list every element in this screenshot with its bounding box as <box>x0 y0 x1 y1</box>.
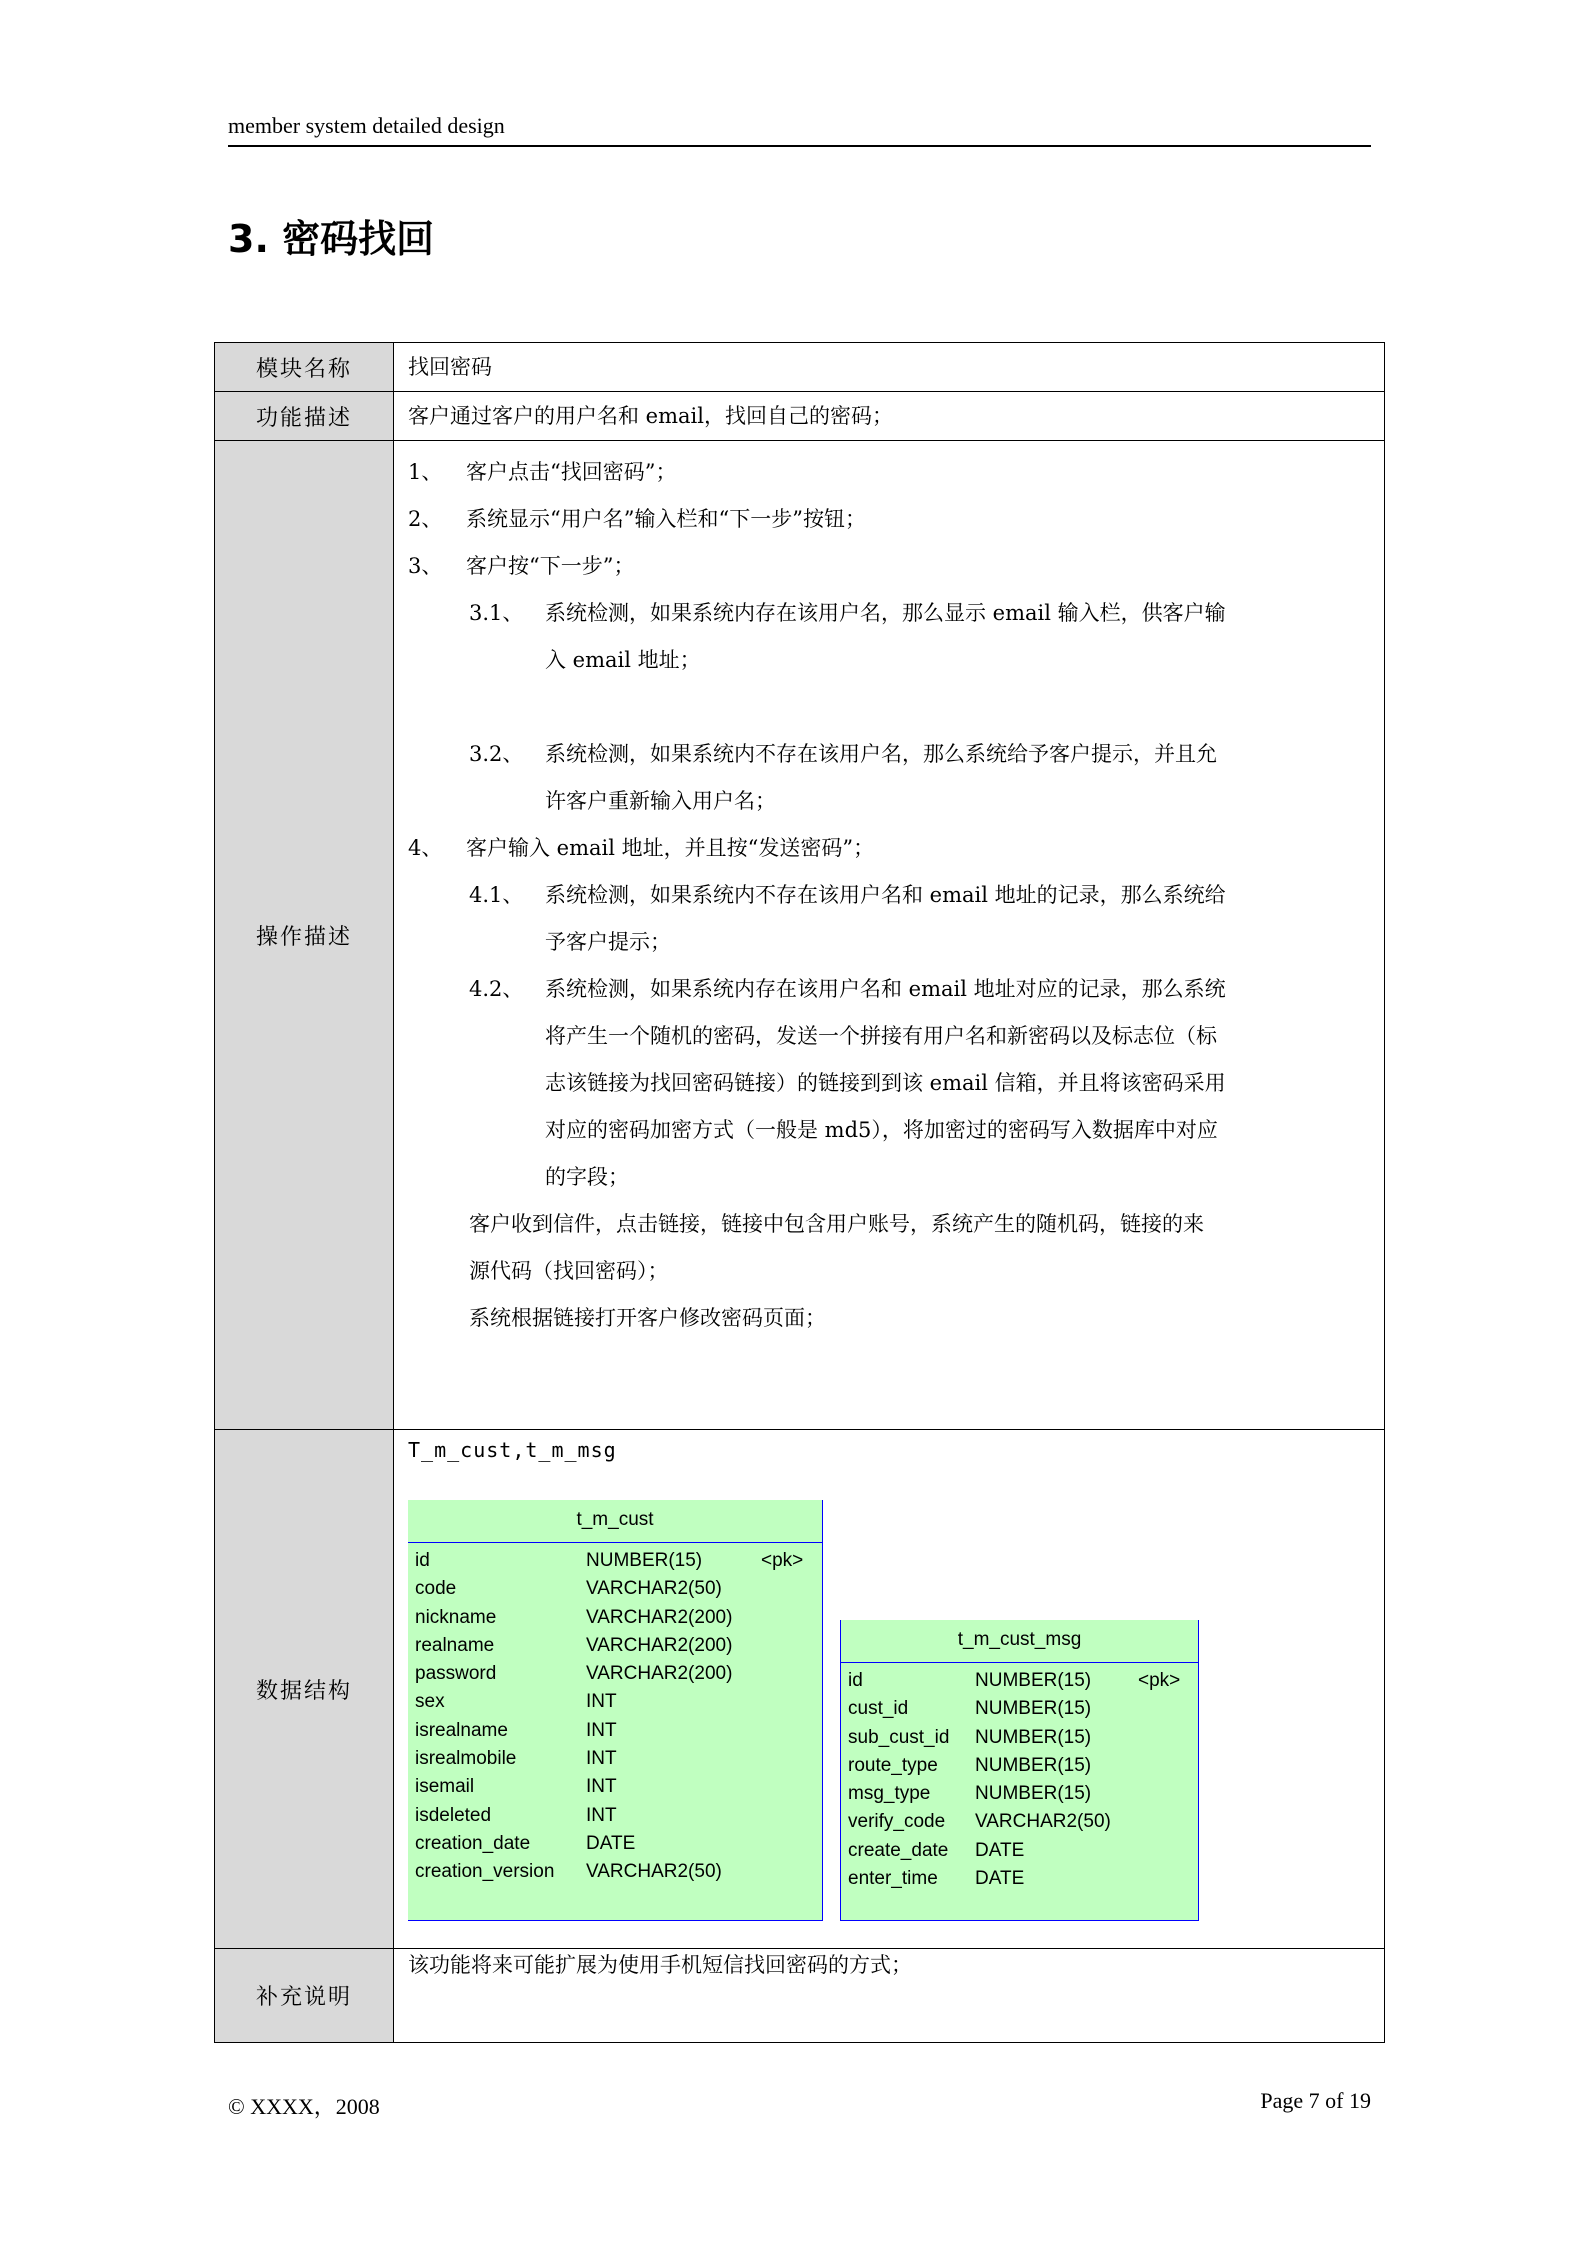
spec-table <box>214 342 1385 2043</box>
entity-column <box>408 1660 822 1688</box>
step-text: 系统检测，如果系统内存在该用户名和 email 地址对应的记录，那么系统 <box>545 977 1226 1001</box>
operations-list <box>408 441 1384 1342</box>
entity-column <box>408 1773 822 1801</box>
operation-line <box>408 543 1384 590</box>
column-name: id <box>848 1670 863 1691</box>
operation-line <box>408 731 1384 778</box>
step-text: 将产生一个随机的密码，发送一个拼接有用户名和新密码以及标志位（标 <box>545 1024 1217 1048</box>
operation-line <box>408 449 1384 496</box>
data-structure-label: 数据结构 <box>215 1430 394 1949</box>
column-type: NUMBER(15) <box>975 1670 1092 1691</box>
column-name: isdeleted <box>415 1804 492 1826</box>
step-number: 4.2、 <box>469 977 524 1001</box>
column-type: VARCHAR2(50) <box>586 1578 722 1600</box>
operation-line <box>408 1295 1384 1342</box>
operation-line <box>408 778 1384 825</box>
column-type: INT <box>586 1804 617 1826</box>
entity-column <box>841 1808 1198 1836</box>
column-name: isrealname <box>415 1719 508 1741</box>
entity-column <box>408 1632 822 1660</box>
operation-line <box>408 496 1384 543</box>
column-type: NUMBER(15) <box>586 1550 703 1571</box>
function-value: 客户通过客户的用户名和 email，找回自己的密码； <box>394 392 1385 441</box>
entity-t-m-cust <box>408 1500 823 1921</box>
column-type: VARCHAR2(200) <box>586 1634 733 1656</box>
operation-line <box>408 1013 1384 1060</box>
column-name: id <box>415 1550 430 1571</box>
function-label: 功能描述 <box>215 392 394 441</box>
entity-column <box>841 1780 1198 1808</box>
column-type: DATE <box>586 1832 636 1854</box>
step-text: 许客户重新输入用户名； <box>545 789 776 813</box>
column-name: creation_date <box>415 1832 531 1854</box>
entity-column <box>841 1865 1198 1893</box>
operation-line <box>408 1060 1384 1107</box>
step-text: 客户按“下一步”； <box>466 554 635 578</box>
column-name: creation_version <box>415 1861 555 1883</box>
column-name: isrealmobile <box>415 1748 517 1770</box>
step-number: 4、 <box>408 836 443 860</box>
column-name: create_date <box>848 1839 949 1861</box>
step-text: 的字段； <box>545 1165 629 1189</box>
column-name: isemail <box>415 1776 475 1798</box>
column-name: nickname <box>415 1606 497 1628</box>
step-text: 予客户提示； <box>545 930 671 954</box>
operation-line <box>408 590 1384 637</box>
entity-column <box>841 1695 1198 1723</box>
module-name-label: 模块名称 <box>215 343 394 392</box>
step-number: 3.1、 <box>469 601 524 625</box>
step-text: 系统检测，如果系统内不存在该用户名，那么系统给予客户提示，并且允 <box>545 742 1217 766</box>
step-text: 客户点击“找回密码”； <box>466 460 677 484</box>
row-function <box>215 392 1385 441</box>
step-number: 1、 <box>408 460 443 484</box>
column-name: verify_code <box>848 1811 946 1833</box>
header-divider <box>228 145 1371 147</box>
column-key: <pk> <box>761 1550 804 1571</box>
operation-line <box>408 684 1384 731</box>
row-notes <box>215 1949 1385 2043</box>
operation-line <box>408 1248 1384 1295</box>
column-type: VARCHAR2(50) <box>586 1861 722 1883</box>
entity-column <box>408 1717 822 1745</box>
entity-column <box>408 1858 822 1886</box>
column-type: NUMBER(15) <box>975 1783 1092 1805</box>
row-data-structure <box>215 1430 1385 1949</box>
entity-column <box>841 1837 1198 1865</box>
step-text: 志该链接为找回密码链接）的链接到到该 email 信箱，并且将该密码采用 <box>545 1071 1226 1095</box>
column-name: realname <box>415 1634 495 1656</box>
column-type: VARCHAR2(200) <box>586 1663 733 1685</box>
entity-column <box>408 1547 822 1575</box>
column-type: NUMBER(15) <box>975 1754 1092 1776</box>
step-text: 系统检测，如果系统内不存在该用户名和 email 地址的记录，那么系统给 <box>545 883 1226 907</box>
module-name-value: 找回密码 <box>394 343 1385 392</box>
operation-line <box>408 1107 1384 1154</box>
entity-column <box>408 1802 822 1830</box>
entity-column <box>841 1724 1198 1752</box>
operations-label: 操作描述 <box>215 441 394 1430</box>
column-type: INT <box>586 1691 617 1713</box>
entity-column <box>408 1830 822 1858</box>
operation-line <box>408 825 1384 872</box>
entity-t-m-cust-msg <box>840 1620 1199 1921</box>
entity-column <box>841 1667 1198 1695</box>
column-name: route_type <box>848 1754 938 1776</box>
column-name: sex <box>415 1691 445 1713</box>
step-text: 客户收到信件，点击链接，链接中包含用户账号，系统产生的随机码，链接的来 <box>469 1212 1204 1236</box>
running-header: member system detailed design <box>228 113 505 138</box>
column-type: DATE <box>975 1868 1025 1890</box>
entity-column <box>408 1604 822 1632</box>
column-name: enter_time <box>848 1868 938 1890</box>
row-operations <box>215 441 1385 1430</box>
column-name: msg_type <box>848 1783 931 1805</box>
copyright: © XXXX，2008 <box>228 2094 380 2119</box>
column-type: INT <box>586 1776 617 1798</box>
operation-line <box>408 919 1384 966</box>
column-key: <pk> <box>1138 1670 1181 1691</box>
step-text: 系统根据链接打开客户修改密码页面； <box>469 1306 826 1330</box>
step-number: 3、 <box>408 554 443 578</box>
step-number: 2、 <box>408 507 443 531</box>
operation-line <box>408 1154 1384 1201</box>
entity-name: t_m_cust <box>408 1500 822 1543</box>
step-number: 4.1、 <box>469 883 524 907</box>
column-type: NUMBER(15) <box>975 1698 1092 1720</box>
entity-column <box>408 1745 822 1773</box>
step-text: 系统显示“用户名”输入栏和“下一步”按钮； <box>466 507 866 531</box>
step-text: 客户输入 email 地址，并且按“发送密码”； <box>466 836 875 860</box>
section-title: 3. 密码找回 <box>228 217 435 261</box>
entity-name: t_m_cust_msg <box>841 1620 1198 1663</box>
operation-line <box>408 872 1384 919</box>
step-text: 入 email 地址； <box>545 648 701 672</box>
entity-column <box>841 1752 1198 1780</box>
operation-line <box>408 637 1384 684</box>
column-type: INT <box>586 1719 617 1741</box>
column-type: VARCHAR2(200) <box>586 1606 733 1628</box>
operation-line <box>408 1201 1384 1248</box>
notes-value: 该功能将来可能扩展为使用手机短信找回密码的方式； <box>394 1949 1385 2043</box>
notes-label: 补充说明 <box>215 1949 394 2043</box>
column-name: password <box>415 1663 497 1685</box>
entity-column <box>408 1688 822 1716</box>
column-name: code <box>415 1578 457 1600</box>
step-text: 对应的密码加密方式（一般是 md5），将加密过的密码写入数据库中对应 <box>545 1118 1218 1142</box>
column-name: cust_id <box>848 1698 909 1720</box>
operation-line <box>408 966 1384 1013</box>
column-type: NUMBER(15) <box>975 1726 1092 1748</box>
data-structure <box>408 1430 1384 1947</box>
page-number: Page 7 of 19 <box>1260 2088 1371 2113</box>
table-names: T_m_cust,t_m_msg <box>408 1438 617 1462</box>
column-type: VARCHAR2(50) <box>975 1811 1111 1833</box>
step-text: 源代码（找回密码）； <box>469 1259 669 1283</box>
column-type: INT <box>586 1748 617 1770</box>
row-module-name <box>215 343 1385 392</box>
column-type: DATE <box>975 1839 1025 1861</box>
step-text: 系统检测，如果系统内存在该用户名，那么显示 email 输入栏，供客户输 <box>545 601 1226 625</box>
column-name: sub_cust_id <box>848 1726 950 1748</box>
step-number: 3.2、 <box>469 742 524 766</box>
entity-column <box>408 1575 822 1603</box>
